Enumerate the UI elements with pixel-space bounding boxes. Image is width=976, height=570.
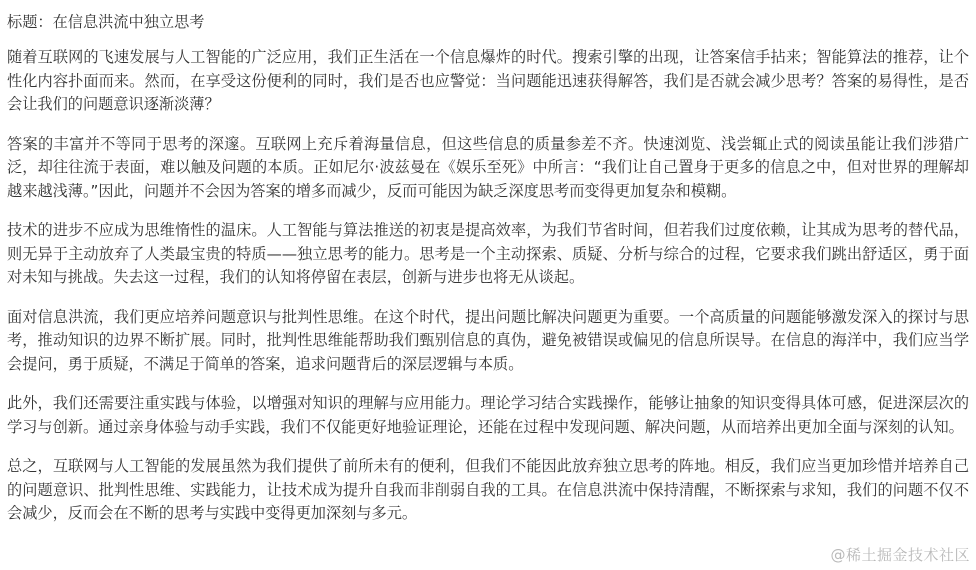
paragraph-1: 随着互联网的飞速发展与人工智能的广泛应用，我们正生活在一个信息爆炸的时代。搜索引擎的出现，让答案信手拈来；智能算法的推荐，让个性化内容扑面而来。然而，在享受这份便利的同时，我们是否也应警觉：当问题能迅速获得解答，我们是否就会减少思考？答案的易得性，是否会让我们的问题意识逐渐淡薄？ [7,48,969,113]
watermark: @稀土掘金技术社区 [830,546,970,564]
paragraph-5: 此外，我们还需要注重实践与体验，以增强对知识的理解与应用能力。理论学习结合实践操作，能够让抽象的知识变得具体可感，促进深层次的学习与创新。通过亲身体验与动手实践，我们不仅能更好地验证理论，还能在过程中发现问题、解决问题，从而培养出更加全面与深刻的认知。 [7,394,969,436]
paragraph-3: 技术的进步不应成为思维惰性的温床。人工智能与算法推送的初衷是提高效率，为我们节省时间，但若我们过度依赖，让其成为思考的替代品，则无异于主动放弃了人类最宝贵的特质——独立思考的能力。思考是一个主动探索、质疑、分析与综合的过程，它要求我们跳出舒适区，勇于面对未知与挑战。失去这一过程，我们的认知将停留在表层，创新与进步也将无从谈起。 [7,221,969,286]
article [7,10,969,542]
paragraph-2: 答案的丰富并不等同于思考的深邃。互联网上充斥着海量信息，但这些信息的质量参差不齐。快速浏览、浅尝辄止式的阅读虽能让我们涉猎广泛，却往往流于表面，难以触及问题的本质。正如尼尔·波兹曼在《娱乐至死》中所言：“我们让自己置身于更多的信息之中，但对世界的理解却越来越浅薄。”因此，问题并不会因为答案的增多而减少，反而可能因为缺乏深度思考而变得更加复杂和模糊。 [7,134,969,200]
paragraph-6: 总之，互联网与人工智能的发展虽然为我们提供了前所未有的便利，但我们不能因此放弃独立思考的阵地。相反，我们应当更加珍惜并培养自己的问题意识、批判性思维、实践能力，让技术成为提升自我而非削弱自我的工具。在信息洪流中保持清醒，不断探索与求知，我们的问题不仅不会减少，反而会在不断的思考与实践中变得更加深刻与多元。 [7,457,969,522]
article-title: 标题：在信息洪流中独立思考 [7,13,205,31]
paragraph-4: 面对信息洪流，我们更应培养问题意识与批判性思维。在这个时代，提出问题比解决问题更为重要。一个高质量的问题能够激发深入的探讨与思考，推动知识的边界不断扩展。同时，批判性思维能帮助我们甄别信息的真伪，避免被错误或偏见的信息所误导。在信息的海洋中，我们应当学会提问，勇于质疑，不满足于简单的答案，追求问题背后的深层逻辑与本质。 [7,307,969,373]
